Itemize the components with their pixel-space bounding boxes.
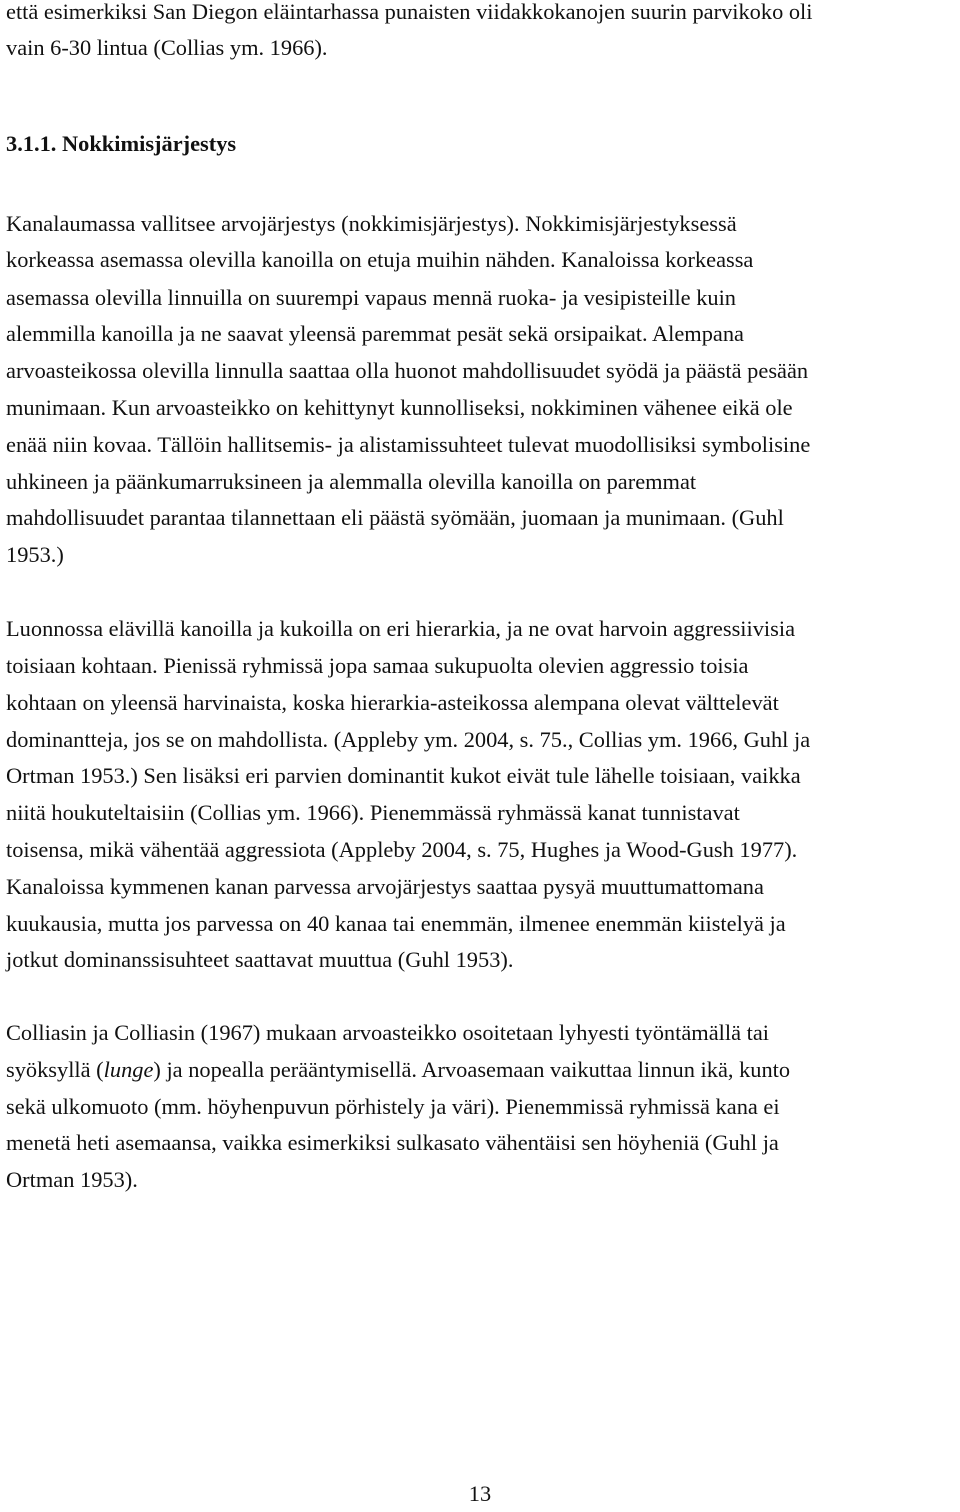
text-line: toisiaan kohtaan. Pienissä ryhmissä jopa samaa sukupuolta olevien aggressio toisia bbox=[6, 653, 749, 678]
text-line: uhkineen ja päänkumarruksineen ja alemmalla olevilla kanoilla on paremmat bbox=[6, 469, 697, 494]
text-line: vain 6-30 lintua (Collias ym. 1966). bbox=[6, 35, 328, 60]
text-line: dominantteja, jos se on mahdollista. (Appleby ym. 2004, s. 75., Collias ym. 1966, Guhl ja bbox=[6, 727, 811, 752]
text-line: Kanalaumassa vallitsee arvojärjestys (nokkimisjärjestys). Nokkimisjärjestyksessä bbox=[6, 211, 737, 236]
text-line: sekä ulkomuoto (mm. höyhenpuvun pörhistely ja väri). Pienemmissä ryhmissä kana ei bbox=[6, 1094, 780, 1119]
text-line: että esimerkiksi San Diegon eläintarhassa punaisten viidakkokanojen suurin parvikoko oli bbox=[6, 0, 813, 24]
text-line: korkeassa asemassa olevilla kanoilla on etuja muihin nähden. Kanaloissa korkeassa bbox=[6, 247, 754, 272]
text-line: Colliasin ja Colliasin (1967) mukaan arvoasteikko osoitetaan lyhyesti työntämällä tai bbox=[6, 1020, 769, 1045]
section-heading: 3.1.1. Nokkimisjärjestys bbox=[6, 131, 237, 156]
text-line: alemmilla kanoilla ja ne saavat yleensä paremmat pesät sekä orsipaikat. Alempana bbox=[6, 321, 744, 346]
text-line: Luonnossa elävillä kanoilla ja kukoilla on eri hierarkia, ja ne ovat harvoin aggressiivisia bbox=[6, 616, 796, 641]
text-line: Ortman 1953). bbox=[6, 1167, 138, 1192]
text-line: 1953.) bbox=[6, 542, 64, 567]
text-line: kohtaan on yleensä harvinaista, koska hierarkia-asteikossa alempana olevat välttelevät bbox=[6, 690, 779, 715]
text-line: enää niin kovaa. Tällöin hallitsemis- ja alistamissuhteet tulevat muodollisiksi symbolisine bbox=[6, 432, 811, 457]
text-span: syöksyllä ( bbox=[6, 1057, 104, 1082]
text-line: niitä houkuteltaisiin (Collias ym. 1966). Pienemmässä ryhmässä kanat tunnistavat bbox=[6, 800, 740, 825]
text-line: toisensa, mikä vähentää aggressiota (Appleby 2004, s. 75, Hughes ja Wood-Gush 1977). bbox=[6, 837, 798, 862]
text-line bbox=[6, 1052, 790, 1088]
page-number: 13 bbox=[468, 1481, 492, 1506]
text-line: asemassa olevilla linnuilla on suurempi vapaus mennä ruoka- ja vesipisteille kuin bbox=[6, 285, 737, 310]
text-span: ) ja nopealla perääntymisellä. Arvoasemaan vaikuttaa linnun ikä, kunto bbox=[153, 1057, 791, 1082]
text-line: mahdollisuudet parantaa tilannettaan eli päästä syömään, juomaan ja munimaan. (Guhl bbox=[6, 505, 784, 530]
text-line: jotkut dominanssisuhteet saattavat muuttua (Guhl 1953). bbox=[6, 947, 514, 972]
text-line: Kanaloissa kymmenen kanan parvessa arvojärjestys saattaa pysyä muuttumattomana bbox=[6, 874, 764, 899]
document-page bbox=[6, 0, 956, 1504]
text-line: munimaan. Kun arvoasteikko on kehittynyt kunnolliseksi, nokkiminen vähenee eikä ole bbox=[6, 395, 793, 420]
italic-term: lunge bbox=[103, 1057, 154, 1082]
text-line: arvoasteikossa olevilla linnulla saattaa olla huonot mahdollisuudet syödä ja päästä pesään bbox=[6, 358, 809, 383]
text-line: kuukausia, mutta jos parvessa on 40 kanaa tai enemmän, ilmenee enemmän kiistelyä ja bbox=[6, 911, 786, 936]
text-line: menetä heti asemaansa, vaikka esimerkiksi sulkasato vähentäisi sen höyheniä (Guhl ja bbox=[6, 1130, 779, 1155]
text-line: Ortman 1953.) Sen lisäksi eri parvien dominantit kukot eivät tule lähelle toisiaan, vaikka bbox=[6, 763, 801, 788]
